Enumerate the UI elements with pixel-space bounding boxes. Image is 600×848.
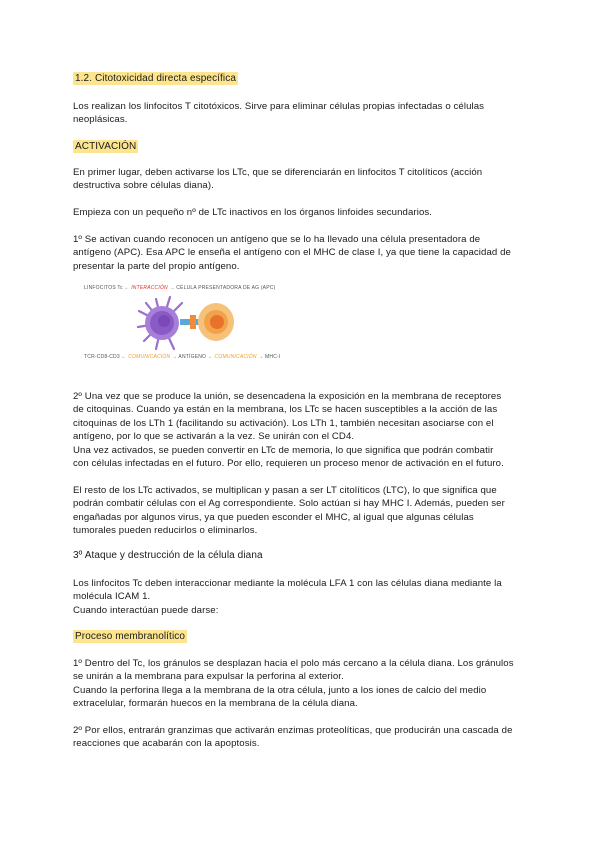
figure-label: → MHC-I	[258, 354, 281, 360]
paragraph-5	[73, 484, 528, 538]
figure-label: INTERACCIÓN	[131, 285, 168, 291]
text-line: neoplásicas.	[73, 114, 128, 126]
text-line: 2º Por ellos, entrarán granzimas que activarán enzimas proteolíticas, que producirán una cascada de	[73, 725, 513, 736]
text-line: 1º Se activan cuando reconocen un antígeno que se lo ha llevado una célula presentadora de	[73, 234, 481, 245]
text-line: Los linfocitos Tc deben interaccionar mediante la molécula LFA 1 con las células diana mediante la	[73, 578, 502, 589]
paragraph-9	[73, 724, 528, 751]
text-line: antígeno, por lo que se activarán a la vez. Se unirán con el CD4.	[73, 431, 355, 443]
paragraph-8	[73, 657, 528, 711]
attack-heading	[73, 549, 528, 562]
figure-label: LINFOCITOS Tc ←	[84, 285, 130, 291]
text-line: extracelular, formarán huecos en la membrana de la célula diana.	[73, 698, 358, 710]
activacion-heading-text: ACTIVACIÓN	[75, 141, 137, 152]
text-line: Una vez activados, se pueden convertir en LTc de memoria, lo que significa que podrán combatir	[73, 444, 494, 456]
text-line: presentar la parte del propio antígeno.	[73, 260, 240, 272]
activacion-heading	[73, 140, 528, 153]
apc-illustration	[198, 303, 234, 341]
figure-label: COMUNICACIÓN	[128, 354, 171, 360]
section-title	[73, 72, 528, 85]
text-line: de citoquinas. Cuando ya están en la membrana, los LTc se hacen susceptibles a la acción de las	[73, 404, 498, 416]
cells-illustration	[84, 291, 294, 355]
text-line: En primer lugar, deben activarse los LTc, que se diferenciarán en linfocitos T citolíticos (acción	[73, 167, 483, 178]
paragraph-3	[73, 233, 528, 273]
text-line: antígeno (APC). Esa APC le enseña el antígeno con el MHC de clase I, ya que tiene la capacidad de	[73, 247, 511, 259]
proceso-heading-text: Proceso membranolítico	[75, 631, 186, 642]
paragraph-4	[73, 390, 528, 470]
text-line: Cuando la perforina llega a la membrana de la otra célula, junto a los iones de calcio del medio	[73, 684, 487, 696]
paragraph-7	[73, 577, 528, 617]
text-line: reacciones que acabarán con la apoptosis.	[73, 738, 260, 750]
text-line: Los realizan los linfocitos T citotóxicos. Sirve para eliminar células propias infectadas o células	[73, 101, 485, 112]
text-line: El resto de los LTc activados, se multiplican y pasan a ser LT citolíticos (LTC), lo que significa que	[73, 485, 497, 496]
text-line: citoquinas de los LTh 1 (facilitando su activación). Los LTh 1, también necesitan asociarse con el	[73, 417, 494, 429]
text-line: con células infectadas en el futuro. Por ello, requieren un proceso menor de activación en el futuro.	[73, 458, 504, 470]
text-line: se unirán a la membrana para expulsar la perforina al exterior.	[73, 671, 344, 683]
figure-caption-bottom	[84, 354, 281, 360]
text-line: molécula ICAM 1.	[73, 591, 151, 603]
t-lymphocyte-illustration	[138, 297, 182, 349]
text-line: Cuando interactúan puede darse:	[73, 604, 219, 616]
figure-label: COMUNICACIÓN	[214, 354, 257, 360]
figure-label: TCR-CD8-CD3 ←	[84, 354, 127, 360]
attack-heading-text: 3º Ataque y destrucción de la célula diana	[73, 550, 263, 561]
section-title-text: 1.2. Citotoxicidad directa específica	[75, 73, 237, 84]
text-line: 1º Dentro del Tc, los gránulos se desplazan hacia el polo más cercano a la célula diana. Los gránulos	[73, 658, 514, 669]
text-line: Empieza con un pequeño nº de LTc inactivos en los órganos linfoides secundarios.	[73, 207, 433, 218]
text-line: engañadas por algunos virus, ya que pueden esconder el MHC, al igual que algunas células	[73, 511, 474, 523]
paragraph-1	[73, 166, 528, 193]
intro-paragraph	[73, 100, 528, 127]
figure-label: → ANTÍGENO ←	[171, 354, 213, 360]
proceso-heading	[73, 630, 528, 643]
text-line: podrán combatir células con el Ag correspondiente. Solo actúan si hay MHC I. Además, pueden ser	[73, 498, 505, 510]
text-line: destructiva sobre células diana).	[73, 180, 214, 192]
text-line: 2º Una vez que se produce la unión, se desencadena la exposición en la membrana de receptores	[73, 391, 502, 402]
text-line: tumorales pueden reducirlos o eliminarlos.	[73, 525, 258, 537]
paragraph-2	[73, 206, 528, 219]
cell-interaction-figure	[84, 283, 294, 363]
figure-label: → CÉLULA PRESENTADORA DE AG (APC)	[169, 285, 276, 291]
